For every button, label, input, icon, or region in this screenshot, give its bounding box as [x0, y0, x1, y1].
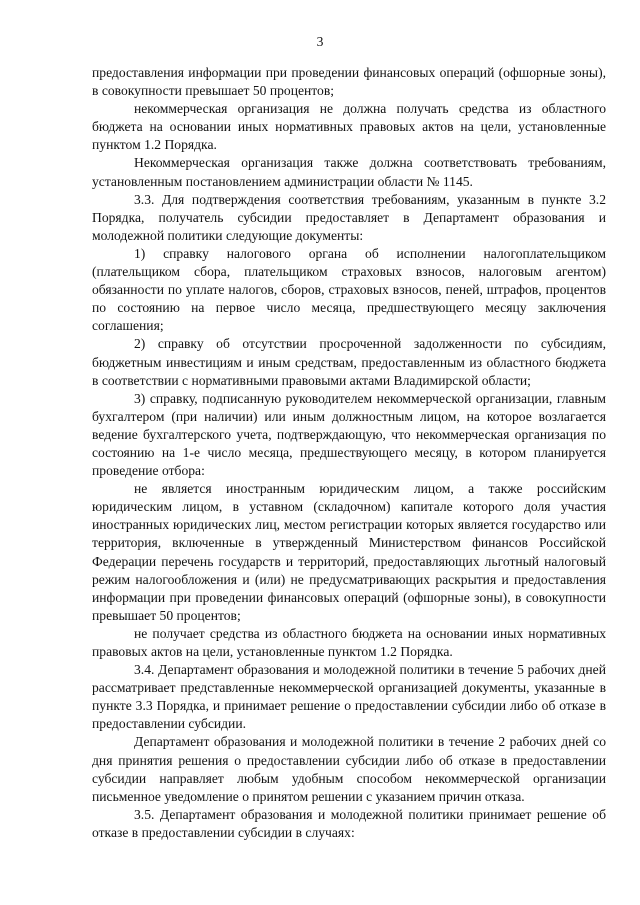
- paragraph: 3.4. Департамент образования и молодежной политики в течение 5 рабочих дней рассматривает представленные некоммерческой организацией документы, указанные в пункте 3.3 Порядка, и принимает решение о предоставлении субсидии либо об отказе в предоставлении субсидии.: [92, 662, 606, 732]
- paragraph: не получает средства из областного бюджета на основании иных нормативных правовых актов на цели, установленные пунктом 1.2 Порядка.: [92, 625, 606, 659]
- paragraph: 2) справку об отсутствии просроченной задолженности по субсидиям, бюджетным инвестициям и иным средствам, предоставленным из областного бюджета в соответствии с нормативными правовыми актами Владимирской области;: [92, 336, 606, 388]
- paragraph: 1) справку налогового органа об исполнении налогоплательщиком (плательщиком сбора, плательщиком страховых взносов, налоговым агентом) обязанности по уплате налогов, сборов, страховых взносов, пеней, штрафов, процентов по состоянию на первое число месяца, предшествующего месяцу заключения соглашения;: [92, 245, 606, 334]
- paragraph: 3.5. Департамент образования и молодежной политики принимает решение об отказе в предоставлении субсидии в случаях:: [92, 806, 606, 840]
- document-body: [92, 64, 606, 842]
- paragraph: некоммерческая организация не должна получать средства из областного бюджета на основании иных нормативных правовых актов на цели, установленные пунктом 1.2 Порядка.: [92, 101, 606, 153]
- paragraph: Некоммерческая организация также должна соответствовать требованиям, установленным постановлением администрации области № 1145.: [92, 155, 606, 189]
- page-number: 3: [316, 34, 324, 49]
- paragraph: 3) справку, подписанную руководителем некоммерческой организации, главным бухгалтером (при наличии) или иным должностным лицом, на которое возлагается ведение бухгалтерского учета, подтверждающую, что некоммерческая организация по состоянию на 1-е число месяца, предшествующего месяцу, в котором планируется проведение отбора:: [92, 390, 606, 479]
- paragraph: не является иностранным юридическим лицом, а также российским юридическим лицом, в уставном (складочном) капитале которого доля участия иностранных юридических лиц, местом регистрации которых является государство или территория, включенные в утвержденный Министерством финансов Российской Федерации перечень государств и территорий, предоставляющих льготный налоговый режим налогообложения и (или) не предусматривающих раскрытия и предоставления информации при проведении финансовых операций (офшорные зоны), в совокупности превышает 50 процентов;: [92, 481, 606, 623]
- paragraph: Департамент образования и молодежной политики в течение 2 рабочих дней со дня принятия решения о предоставлении субсидии либо об отказе в предоставлении субсидии направляет любым удобным способом некоммерческой организации письменное уведомление о принятом решении с указанием причин отказа.: [92, 734, 606, 804]
- paragraph: предоставления информации при проведении финансовых операций (офшорные зоны), в совокупности превышает 50 процентов;: [92, 65, 606, 99]
- paragraph: 3.3. Для подтверждения соответствия требованиям, указанным в пункте 3.2 Порядка, получатель субсидии предоставляет в Департамент образования и молодежной политики следующие документы:: [92, 191, 606, 243]
